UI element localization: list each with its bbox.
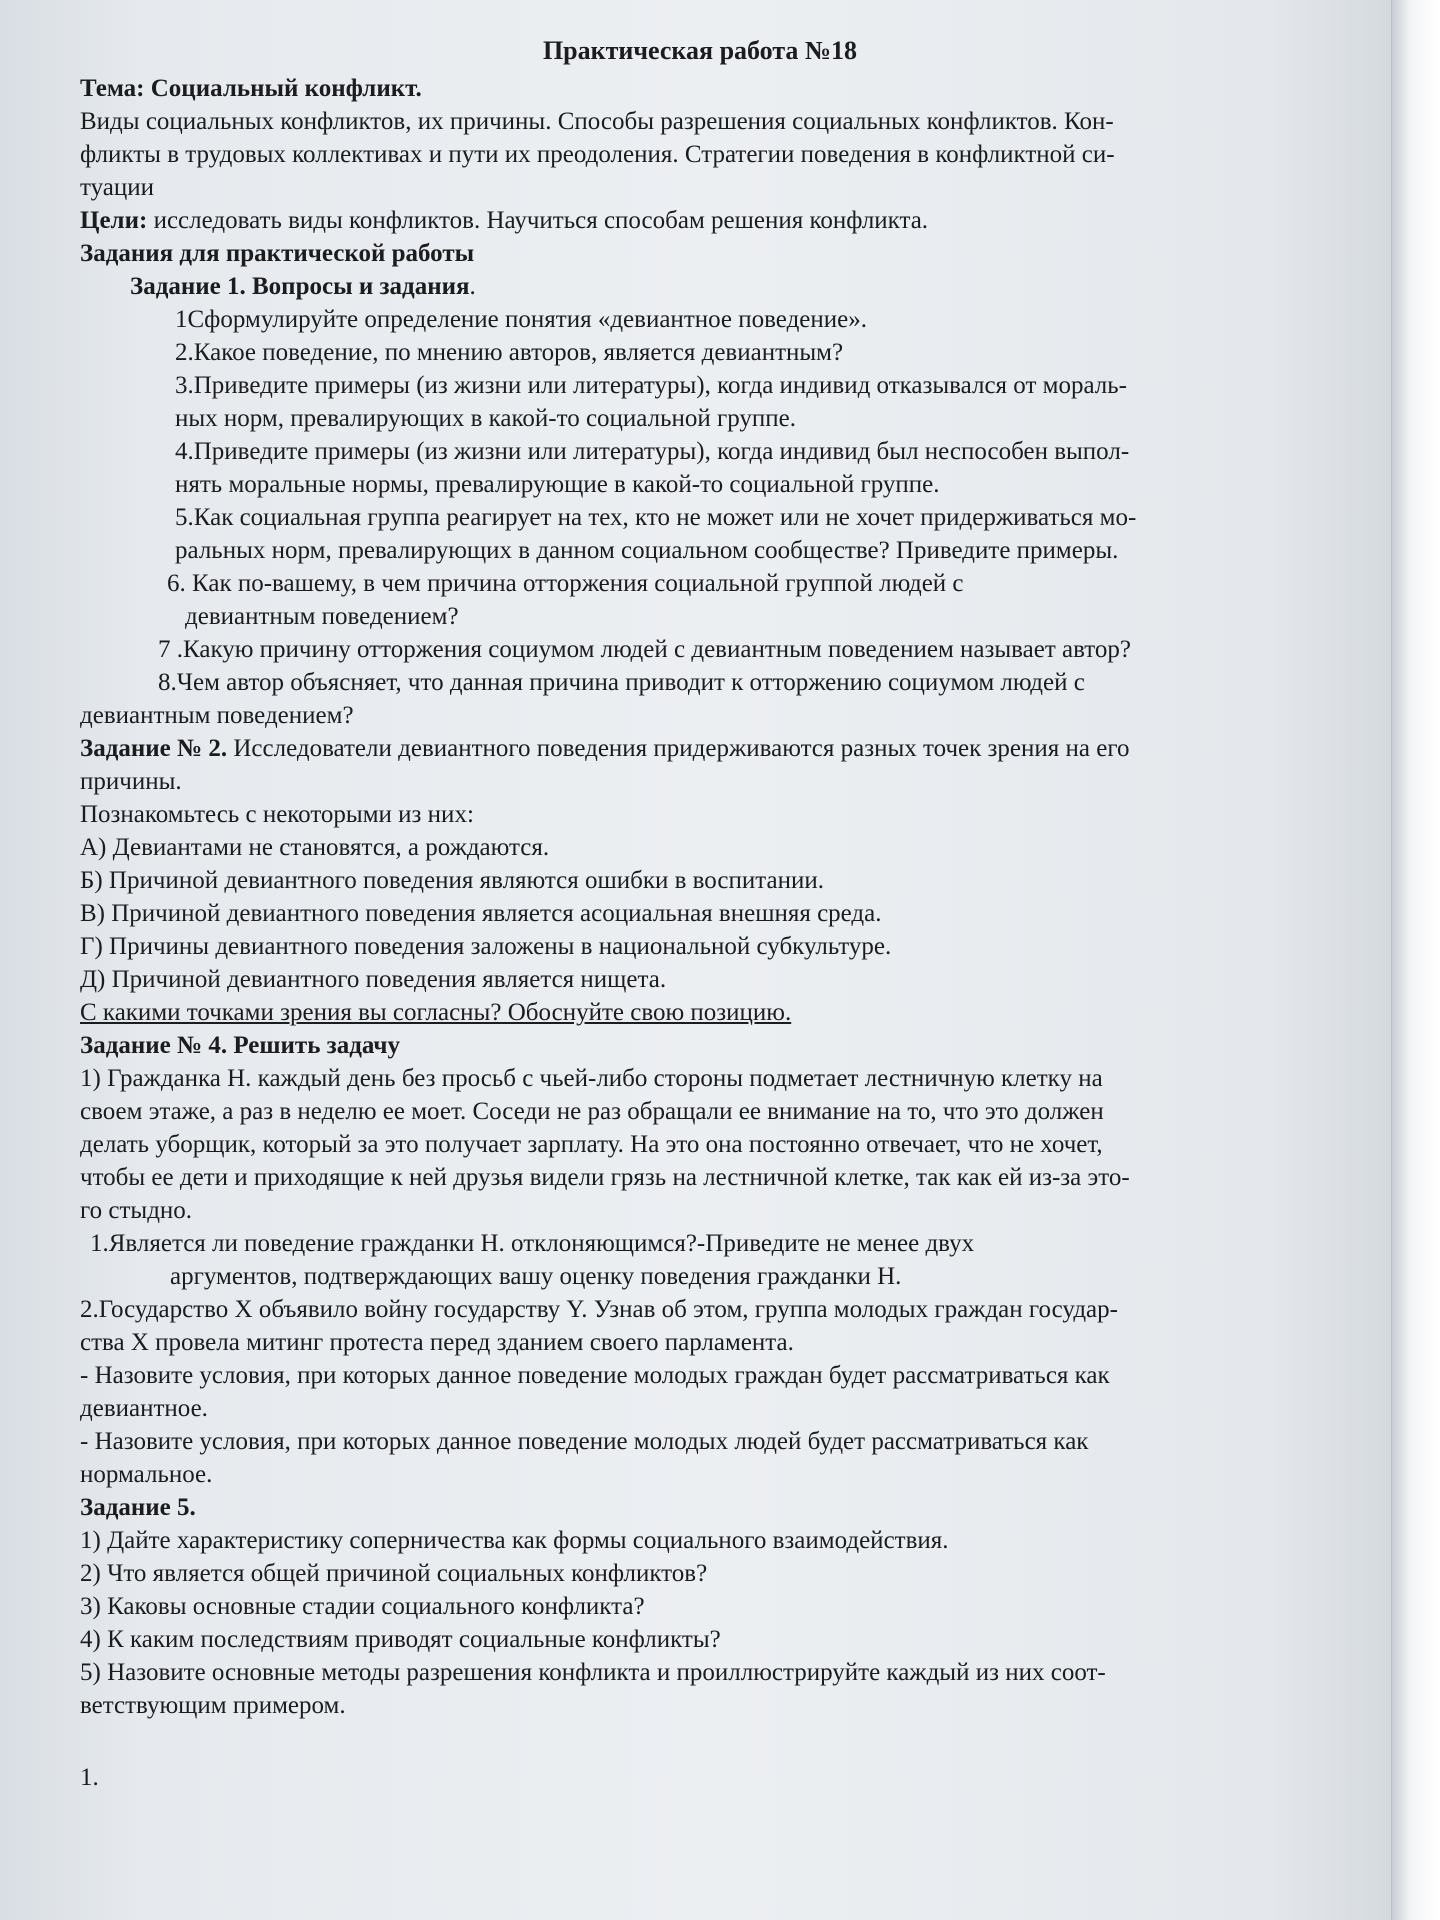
- task1-question: 8.Чем автор объясняет, что данная причина приводит к отторжению социумом людей с: [158, 669, 1085, 696]
- task4-line: 2.Государство X объявило войну государству Y. Узнав об этом, группа молодых граждан государ-: [80, 1296, 1118, 1323]
- task5-question: 4) К каким последствиям приводят социальные конфликты?: [80, 1626, 721, 1653]
- task2-question: С какими точками зрения вы согласны? Обоснуйте свою позицию.: [80, 999, 792, 1026]
- task4-line: делать уборщик, который за это получает зарплату. На это она постоянно отвечает, что не хочет,: [80, 1131, 1103, 1158]
- task1-question: девиантным поведением?: [80, 702, 354, 729]
- task2-line: Познакомьтесь с некоторыми из них:: [80, 801, 474, 828]
- footer-number: 1.: [80, 1764, 99, 1791]
- task5-question: 3) Каковы основные стадии социального конфликта?: [80, 1593, 645, 1620]
- topic-line: [80, 72, 1320, 105]
- task2-option: В) Причиной девиантного поведения является асоциальная внешняя среда.: [80, 900, 882, 927]
- task2-option: Б) Причиной девиантного поведения являются ошибки в воспитании.: [80, 867, 824, 894]
- task2-option: Д) Причиной девиантного поведения является нищета.: [80, 966, 667, 993]
- goals-text: исследовать виды конфликтов. Научиться способам решения конфликта.: [147, 207, 929, 234]
- task1-question: нять моральные нормы, превалирующие в какой-то социальной группе.: [175, 471, 940, 498]
- task4-line: нормальное.: [80, 1461, 213, 1488]
- task2-heading-line: [80, 732, 1320, 765]
- task1-question: ральных норм, превалирующих в данном социальном сообществе? Приведите примеры.: [175, 537, 1119, 564]
- task4-line: чтобы ее дети и приходящие к ней друзья видели грязь на лестничной клетке, так как ей из-за это-: [80, 1164, 1130, 1191]
- task5-heading: Задание 5.: [80, 1494, 196, 1521]
- topic-text-line: Виды социальных конфликтов, их причины. Способы разрешения социальных конфликтов. Кон-: [80, 108, 1114, 135]
- task1-question: 7 .Какую причину отторжения социумом людей с девиантным поведением называет автор?: [158, 636, 1131, 663]
- page-title: Практическая работа №18: [542, 36, 858, 65]
- task1-heading-suffix: .: [469, 273, 476, 300]
- task5-question: 2) Что является общей причиной социальных конфликтов?: [80, 1560, 708, 1587]
- task4-line: 1) Гражданка Н. каждый день без просьб с чьей-либо стороны подметает лестничную клетку на: [80, 1065, 1103, 1092]
- task4-line: 1.Является ли поведение гражданки Н. отклоняющимся?-Приведите не менее двух: [90, 1230, 975, 1257]
- task2-intro: Исследователи девиантного поведения придерживаются разных точек зрения на его: [227, 735, 1130, 762]
- tasks-heading: Задания для практической работы: [80, 240, 475, 267]
- task4-line: аргументов, подтверждающих вашу оценку поведения гражданки Н.: [170, 1263, 902, 1290]
- task4-line: своем этаже, а раз в неделю ее моет. Соседи не раз обращали ее внимание на то, что это должен: [80, 1098, 1104, 1125]
- task2-option: А) Девиантами не становятся, а рождаются.: [80, 834, 550, 861]
- task4-line: го стыдно.: [80, 1197, 193, 1224]
- task4-line: - Назовите условия, при которых данное поведение молодых людей будет рассматриваться как: [80, 1428, 1089, 1455]
- task1-question: 2.Какое поведение, по мнению авторов, является девиантным?: [175, 339, 844, 366]
- task5-question: 5) Назовите основные методы разрешения конфликта и проиллюстрируйте каждый из них соот-: [80, 1659, 1106, 1686]
- task4-line: ства X провела митинг протеста перед зданием своего парламента.: [80, 1329, 794, 1356]
- task5-question: 1) Дайте характеристику соперничества как формы социального взаимодействия.: [80, 1527, 949, 1554]
- task1-question: 1Сформулируйте определение понятия «девиантное поведение».: [175, 306, 867, 333]
- topic-label: Тема: Социальный конфликт.: [80, 75, 422, 102]
- task5-question: ветствующим примером.: [80, 1692, 346, 1719]
- task1-heading-line: [80, 270, 1320, 303]
- topic-text-line: туации: [80, 174, 154, 201]
- task1-question: 6. Как по-вашему, в чем причина отторжения социальной группой людей с: [167, 570, 964, 597]
- task1-question: девиантным поведением?: [185, 603, 459, 630]
- goals-line: [80, 204, 1320, 237]
- goals-label: Цели:: [80, 207, 148, 234]
- task2-line: причины.: [80, 768, 182, 795]
- task1-question: 3.Приведите примеры (из жизни или литературы), когда индивид отказывался от мораль-: [175, 372, 1127, 399]
- task4-line: - Назовите условия, при которых данное поведение молодых граждан будет рассматриваться как: [80, 1362, 1110, 1389]
- task1-question: 4.Приведите примеры (из жизни или литературы), когда индивид был неспособен выпол-: [175, 438, 1130, 465]
- task4-heading: Задание № 4. Решить задачу: [80, 1032, 400, 1059]
- task2-heading: Задание № 2.: [80, 735, 228, 762]
- task1-question: ных норм, превалирующих в какой-то социальной группе.: [175, 405, 797, 432]
- topic-text-line: фликты в трудовых коллективах и пути их преодоления. Стратегии поведения в конфликтной си-: [80, 141, 1115, 168]
- next-page-edge: [1391, 0, 1440, 1920]
- worksheet-page: [80, 36, 1320, 1792]
- task2-option: Г) Причины девиантного поведения заложены в национальной субкультуре.: [80, 933, 892, 960]
- task1-heading: Задание 1. Вопросы и задания: [130, 273, 470, 300]
- task4-line: девиантное.: [80, 1395, 208, 1422]
- task1-question: 5.Как социальная группа реагирует на тех, кто не может или не хочет придерживаться мо-: [175, 504, 1137, 531]
